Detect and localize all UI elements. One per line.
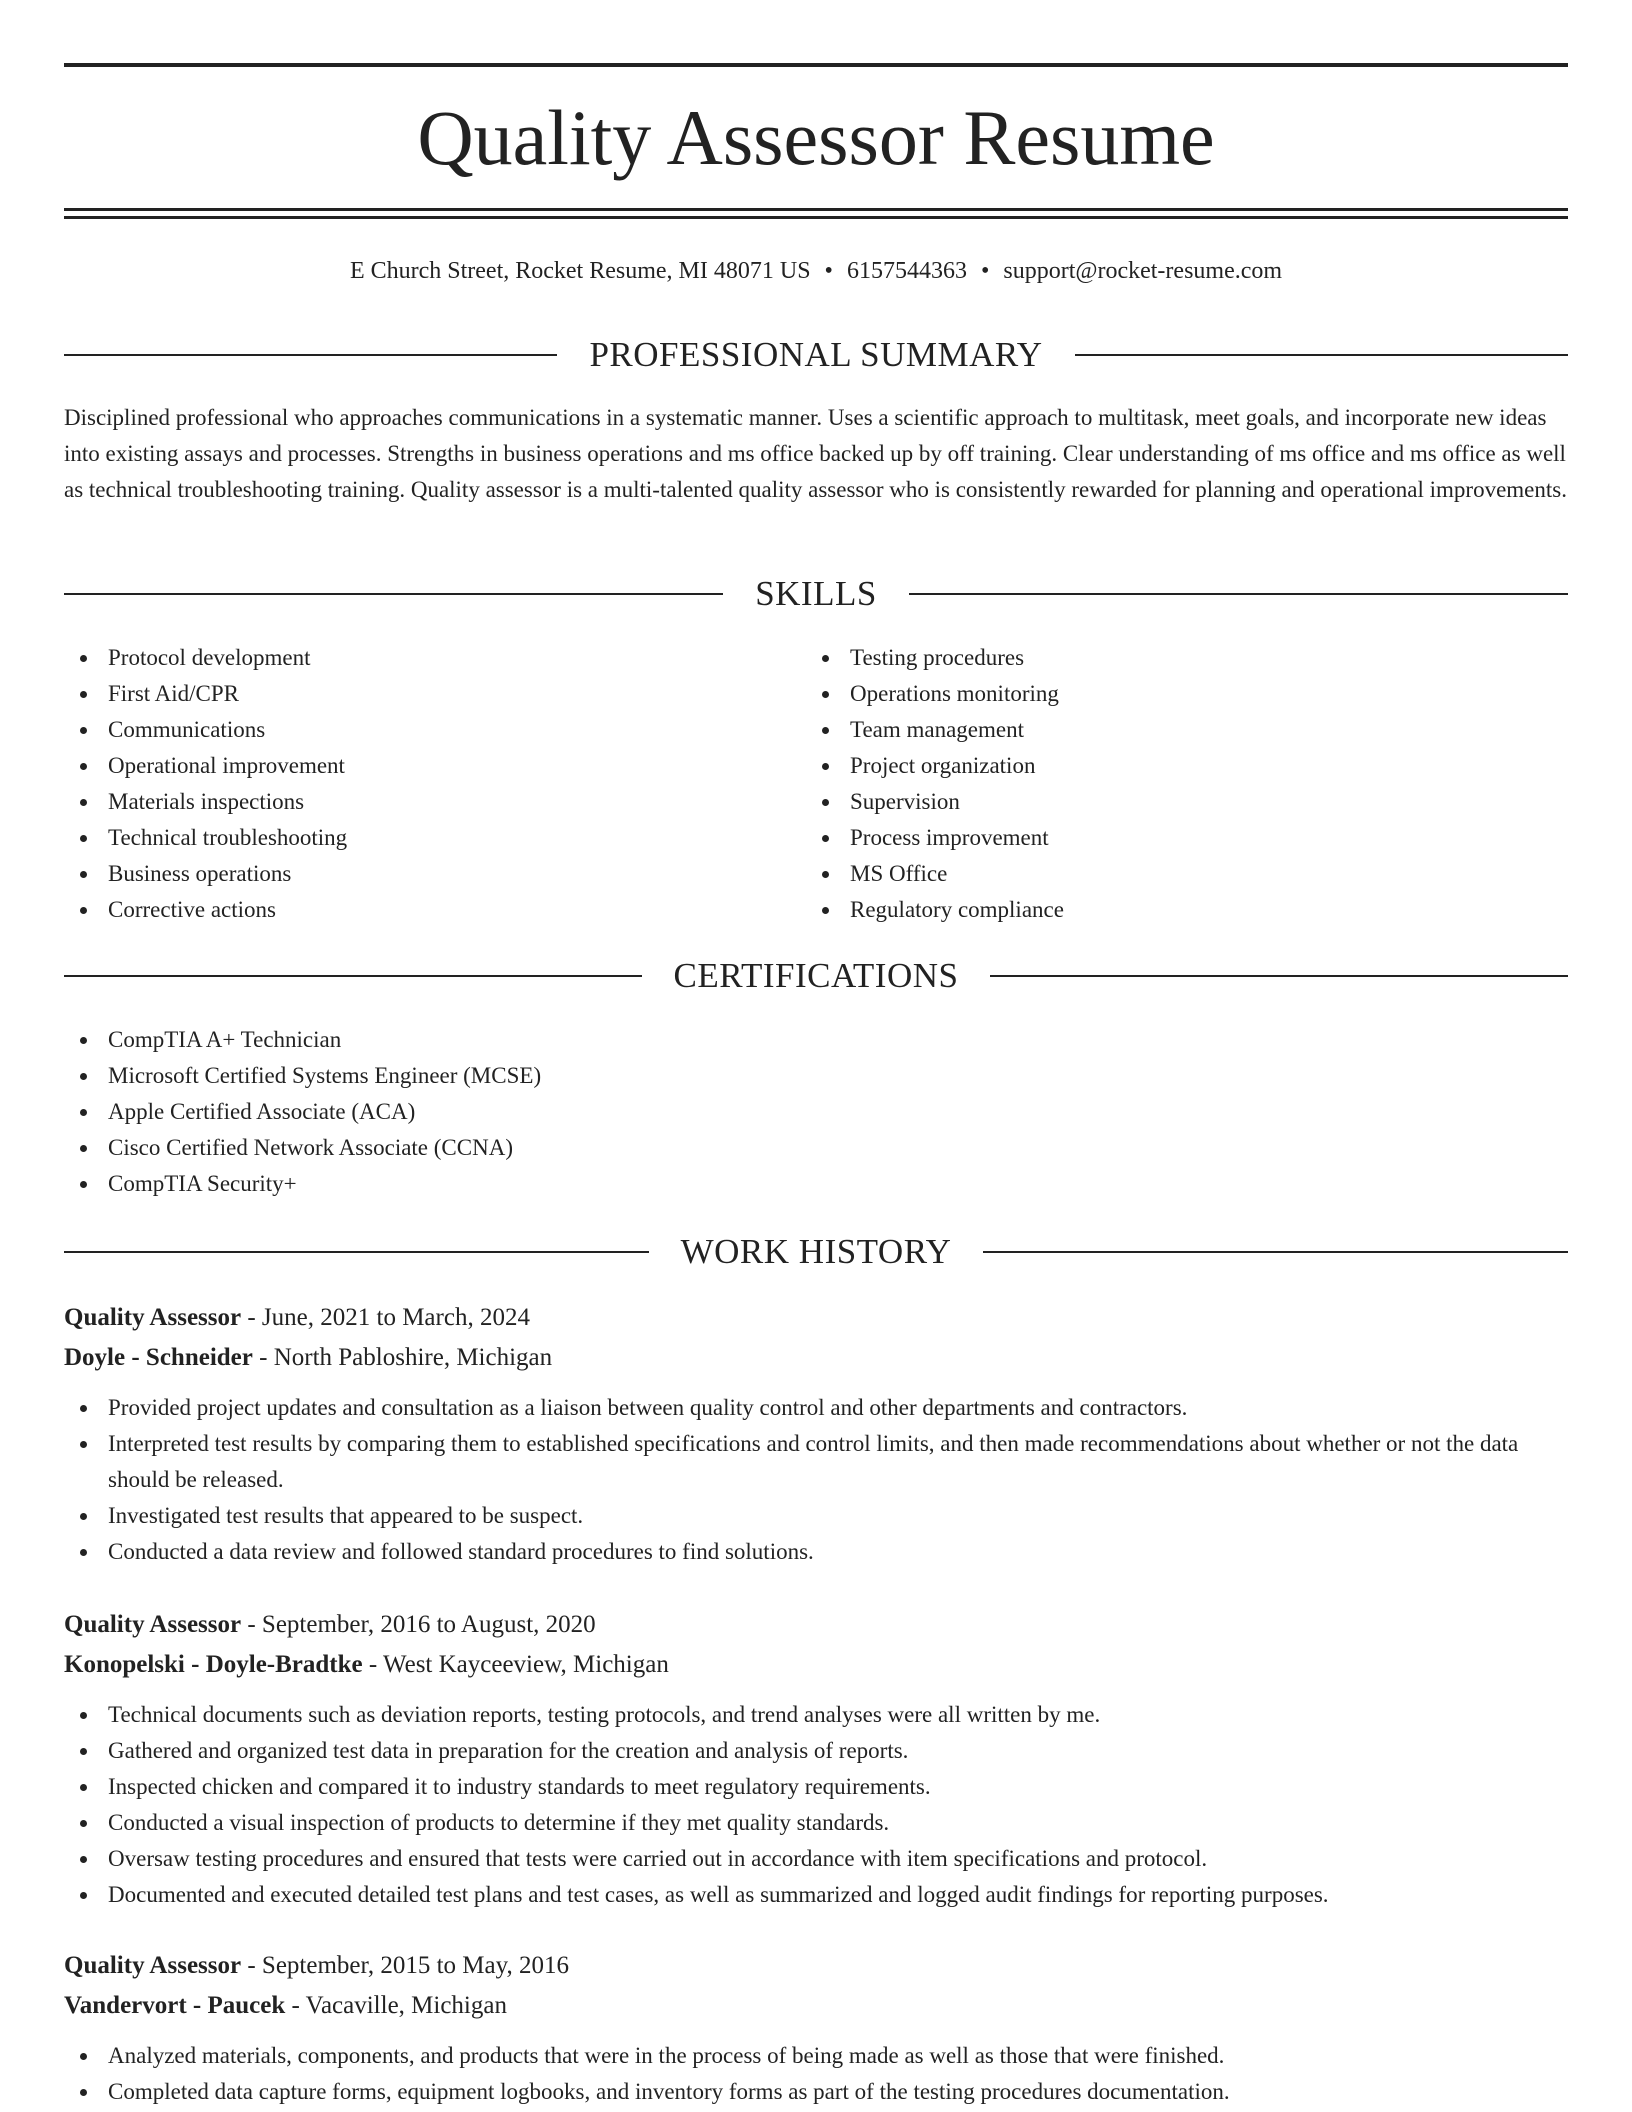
title-double-rule-upper: [64, 208, 1568, 211]
job-bullet-text: Provided project updates and consultation as a liaison between quality control and other departments and contractors.: [108, 1395, 1188, 1420]
section-rule-left: [64, 1251, 649, 1253]
certification-item-text: Apple Certified Associate (ACA): [108, 1099, 416, 1124]
skill-item: [806, 676, 1506, 712]
skill-item-text: MS Office: [850, 861, 948, 886]
job-dates: - June, 2021 to March, 2024: [241, 1304, 530, 1331]
skill-item-text: First Aid/CPR: [108, 681, 240, 706]
job-entry: [64, 1946, 1568, 2110]
skill-item-text: Project organization: [850, 753, 1036, 778]
job-company: Vandervort - Paucek: [64, 1992, 286, 2019]
bullet-dot: [822, 907, 829, 914]
job-title-line: [64, 1298, 1568, 1338]
job-company-line: [64, 1338, 1568, 1378]
job-location: - North Pabloshire, Michigan: [252, 1344, 553, 1371]
bullet-dot: [80, 1856, 87, 1863]
job-title: Quality Assessor: [64, 1304, 242, 1331]
skill-item: [806, 712, 1506, 748]
skill-item-text: Communications: [108, 717, 266, 742]
skill-item-text: Operational improvement: [108, 753, 345, 778]
job-bullet: [64, 1498, 1568, 1534]
job-company: Konopelski - Doyle-Bradtke: [64, 1651, 363, 1678]
skill-item: [806, 784, 1506, 820]
job-bullet: [64, 1805, 1568, 1841]
contact-address: E Church Street, Rocket Resume, MI 48071 US: [349, 258, 811, 284]
section-header-skills: [64, 572, 1568, 616]
bullet-dot: [80, 1748, 87, 1755]
job-entry: [64, 1605, 1568, 1913]
certification-item: [64, 1094, 1568, 1130]
skill-item: [64, 640, 764, 676]
skill-item: [64, 820, 764, 856]
skill-item: [806, 748, 1506, 784]
skills-list-right: [806, 640, 1506, 928]
section-rule-right: [909, 593, 1568, 595]
job-bullet: [64, 1877, 1568, 1913]
skills-list-left: [64, 640, 764, 928]
bullet-dot: [80, 799, 87, 806]
skill-item-text: Materials inspections: [108, 789, 305, 814]
job-dates: - September, 2016 to August, 2020: [241, 1611, 596, 1638]
certification-item-text: Microsoft Certified Systems Engineer (MCSE): [108, 1063, 542, 1088]
skill-item-text: Testing procedures: [850, 645, 1025, 670]
skill-item-text: Technical troubleshooting: [108, 825, 348, 850]
bullet-dot: [822, 727, 829, 734]
job-bullet-text: Oversaw testing procedures and ensured that tests were carried out in accordance with item specifications and protocol.: [108, 1846, 1208, 1871]
skill-item: [64, 748, 764, 784]
skill-item-text: Operations monitoring: [850, 681, 1059, 706]
section-header-certifications: [64, 954, 1568, 998]
skill-item: [64, 712, 764, 748]
title-double-rule-lower: [64, 216, 1568, 219]
job-bullet-text: Investigated test results that appeared to be suspect.: [108, 1503, 584, 1528]
skill-item: [806, 856, 1506, 892]
bullet-dot: [80, 2053, 87, 2060]
certification-item: [64, 1166, 1568, 1202]
contact-line: [64, 254, 1568, 288]
job-dates: - September, 2015 to May, 2016: [241, 1952, 569, 1979]
bullet-dot: [80, 1712, 87, 1719]
job-company-line: [64, 1645, 1568, 1685]
skill-item-text: Process improvement: [850, 825, 1049, 850]
certification-item: [64, 1022, 1568, 1058]
job-bullet-text: Completed data capture forms, equipment logbooks, and inventory forms as part of the testing procedures documentation.: [108, 2079, 1230, 2104]
certification-item-text: Cisco Certified Network Associate (CCNA): [108, 1135, 513, 1160]
job-entry: [64, 1298, 1568, 1570]
bullet-dot: [822, 763, 829, 770]
skill-item: [64, 892, 764, 928]
bullet-dot: [822, 871, 829, 878]
certification-item-text: CompTIA Security+: [108, 1171, 297, 1196]
section-rule-right: [990, 975, 1568, 977]
job-bullet-text: Gathered and organized test data in preparation for the creation and analysis of reports.: [108, 1738, 909, 1763]
bullet-dot: [822, 799, 829, 806]
job-title: Quality Assessor: [64, 1952, 242, 1979]
bullet-dot: [80, 907, 87, 914]
job-title: Quality Assessor: [64, 1611, 242, 1638]
job-bullet-text: Technical documents such as deviation reports, testing protocols, and trend analyses were all written by me.: [108, 1702, 1101, 1727]
section-rule-left: [64, 975, 642, 977]
skill-item-text: Regulatory compliance: [850, 897, 1064, 922]
skill-item: [64, 856, 764, 892]
job-bullet-text: Interpreted test results by comparing them to established specifications and control limits, and then made recommendations about whether or not the data should be released.: [108, 1431, 1519, 1492]
top-rule: [64, 63, 1568, 67]
bullet-dot: [80, 1784, 87, 1791]
bullet-dot: [80, 727, 87, 734]
job-bullet: [64, 1390, 1568, 1426]
bullet-dot: [80, 871, 87, 878]
contact-phone: 6157544363: [846, 258, 967, 284]
skill-item: [64, 784, 764, 820]
job-bullet: [64, 1534, 1568, 1570]
section-title-certifications: CERTIFICATIONS: [673, 956, 959, 995]
certification-item: [64, 1130, 1568, 1166]
section-rule-right: [983, 1251, 1568, 1253]
job-bullet: [64, 1769, 1568, 1805]
section-title-skills: SKILLS: [755, 574, 877, 613]
page-title: Quality Assessor Resume: [417, 94, 1215, 181]
job-bullet-text: Inspected chicken and compared it to industry standards to meet regulatory requirements.: [108, 1774, 931, 1799]
skill-item-text: Business operations: [108, 861, 292, 886]
job-bullet: [64, 2038, 1568, 2074]
job-location: - West Kayceeview, Michigan: [362, 1651, 669, 1678]
section-rule-right: [1075, 354, 1568, 356]
job-title-line: [64, 1605, 1568, 1645]
skill-item-text: Protocol development: [108, 645, 311, 670]
bullet-dot: [822, 835, 829, 842]
section-title-work-history: WORK HISTORY: [680, 1232, 952, 1271]
bullet-dot: [80, 1441, 87, 1448]
section-rule-left: [64, 354, 557, 356]
contact-separator: •: [824, 258, 833, 284]
contact-separator: •: [980, 258, 990, 284]
job-title-line: [64, 1946, 1568, 1986]
certification-item: [64, 1058, 1568, 1094]
job-bullet: [64, 1426, 1568, 1498]
job-bullet-text: Conducted a data review and followed standard procedures to find solutions.: [108, 1539, 814, 1564]
contact-email: support@rocket-resume.com: [1003, 258, 1283, 284]
skill-item-text: Corrective actions: [108, 897, 276, 922]
bullet-dot: [822, 691, 829, 698]
bullet-dot: [80, 763, 87, 770]
job-bullets: [64, 1697, 1568, 1913]
job-location: - Vacaville, Michigan: [285, 1992, 507, 2019]
skill-item: [806, 640, 1506, 676]
bullet-dot: [80, 691, 87, 698]
skill-item: [64, 676, 764, 712]
bullet-dot: [80, 1820, 87, 1827]
job-bullet-text: Analyzed materials, components, and products that were in the process of being made as well as those that were finished.: [108, 2043, 1225, 2068]
section-header-work-history: [64, 1230, 1568, 1274]
bullet-dot: [80, 1549, 87, 1556]
job-bullets: [64, 1390, 1568, 1570]
bullet-dot: [80, 1513, 87, 1520]
summary-text: Disciplined professional who approaches communications in a systematic manner. Uses a scientific approach to multitask, meet goals, and incorporate new ideas into existing assays and processes. Strengths in business operations and ms office backed up by off training. Clear understanding of ms office and ms office as well as technical troubleshooting training. Quality assessor is a multi-talented quality assessor who is consistently rewarded for planning and operational improvements.: [64, 405, 1567, 502]
bullet-dot: [80, 1145, 87, 1152]
skill-item-text: Team management: [850, 717, 1025, 742]
section-header-summary: [64, 333, 1568, 377]
certifications-list: [64, 1022, 1568, 1202]
bullet-dot: [80, 1109, 87, 1116]
bullet-dot: [80, 835, 87, 842]
job-company: Doyle - Schneider: [64, 1344, 253, 1371]
job-bullet: [64, 1697, 1568, 1733]
certification-item-text: CompTIA A+ Technician: [108, 1027, 342, 1052]
job-bullet-text: Conducted a visual inspection of products to determine if they met quality standards.: [108, 1810, 890, 1835]
bullet-dot: [80, 655, 87, 662]
skill-item: [806, 892, 1506, 928]
skill-item: [806, 820, 1506, 856]
job-company-line: [64, 1986, 1568, 2026]
bullet-dot: [80, 1405, 87, 1412]
job-bullet: [64, 1733, 1568, 1769]
job-bullet: [64, 1841, 1568, 1877]
job-bullets: [64, 2038, 1568, 2110]
bullet-dot: [80, 1037, 87, 1044]
job-bullet: [64, 2074, 1568, 2110]
bullet-dot: [822, 655, 829, 662]
section-rule-left: [64, 593, 723, 595]
bullet-dot: [80, 2089, 87, 2096]
bullet-dot: [80, 1892, 87, 1899]
skill-item-text: Supervision: [850, 789, 960, 814]
bullet-dot: [80, 1073, 87, 1080]
section-title-summary: PROFESSIONAL SUMMARY: [589, 335, 1043, 374]
job-bullet-text: Documented and executed detailed test plans and test cases, as well as summarized and logged audit findings for reporting purposes.: [108, 1882, 1329, 1907]
bullet-dot: [80, 1181, 87, 1188]
